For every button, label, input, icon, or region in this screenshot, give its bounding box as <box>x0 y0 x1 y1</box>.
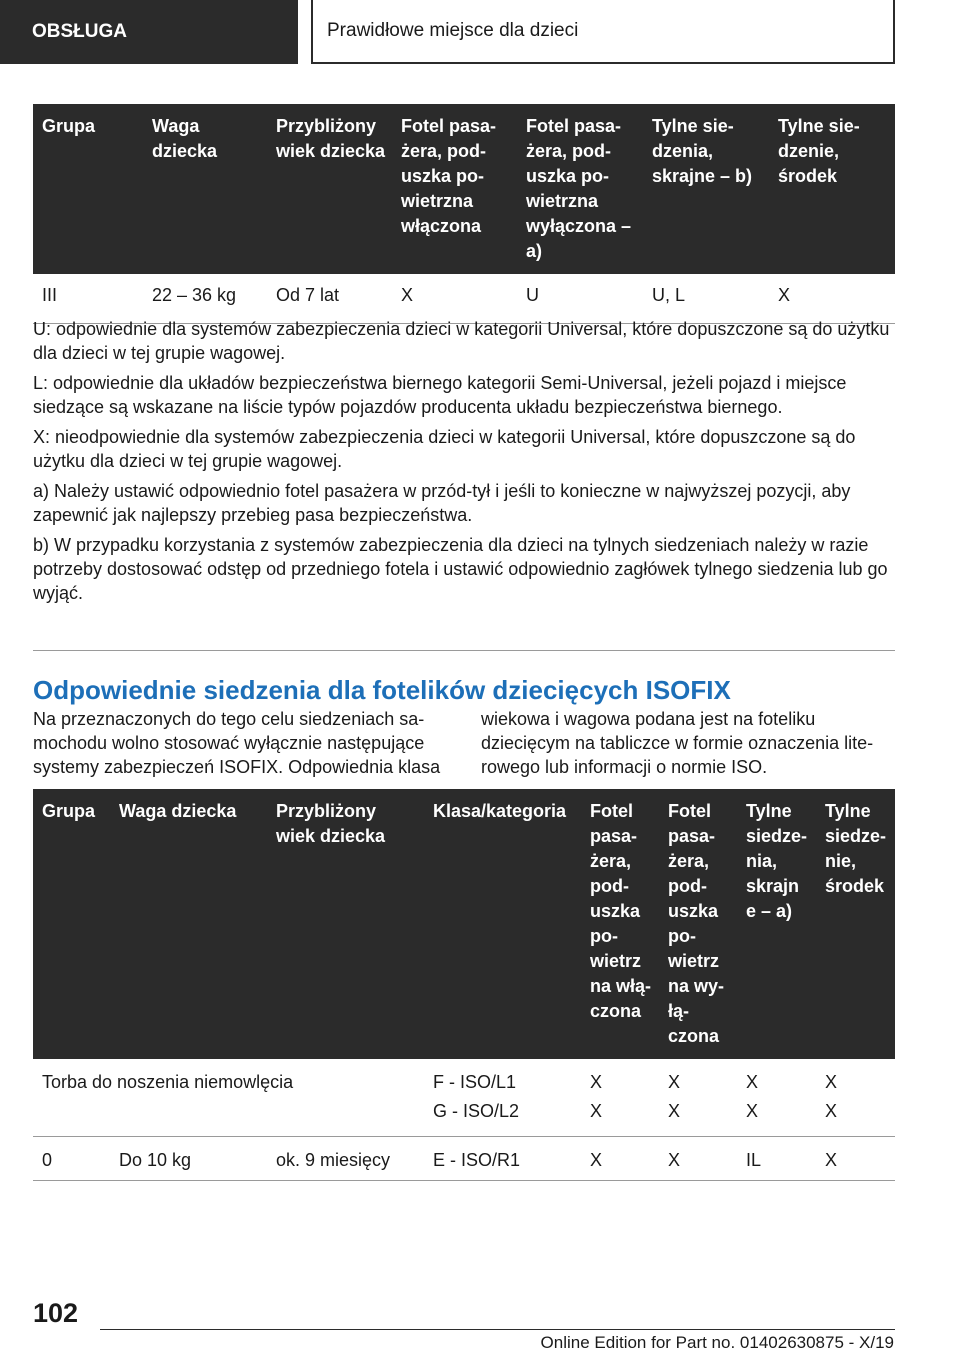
cell-age: Od 7 lat <box>267 274 392 324</box>
col-header-rear-outer: Tylne siedzenia, skrajn e – a) <box>737 789 816 1059</box>
footer-divider <box>100 1329 895 1330</box>
table-legend-notes <box>33 317 895 611</box>
col-header-rear-middle: Tylne siedzenie, środek <box>816 789 895 1059</box>
note-semi-universal: L: odpowiednie dla układów bezpieczeństwa biernego kategorii Semi-Universal, jeżeli pojazd i miejsce siedzące są wskazane na liście typów pojazdów producenta układu bezpieczeństwa biernego. <box>33 373 847 417</box>
cell-front-airbag-off: U <box>517 274 643 324</box>
child-seat-table <box>33 104 895 324</box>
cell-value: X <box>668 1101 681 1121</box>
col-header-class: Klasa/kategoria <box>424 789 581 1059</box>
cell-rear-middle: X <box>769 274 895 324</box>
cell-value: X <box>825 1101 838 1121</box>
col-header-front-airbag-on: Fotel pasażera, poduszka powietrz na włączona <box>581 789 659 1059</box>
cell-rear-outer: IL <box>737 1137 816 1181</box>
cell-front-airbag-on <box>581 1059 659 1137</box>
col-header-rear-outer: Tylne siedzenia, skrajne – b) <box>643 104 769 274</box>
cell-value: X <box>590 1072 603 1092</box>
section-intro: Na przeznaczonych do tego celu siedzeniach samochodu wolno stosować wyłącznie następujące systemy zabezpieczeń ISOFIX. Odpowiednia klasa wiekowa i wagowa podana jest na foteliku dziecięcym na tabliczce w formie oznaczenia literowego lub informacji o normie ISO. <box>33 709 874 777</box>
col-header-front-airbag-on: Fotel pasażera, poduszka powietrzna włączona <box>392 104 517 274</box>
section-title: Odpowiednie siedzenia dla fotelików dziecięcych ISOFIX <box>33 675 731 705</box>
cell-weight: 22 – 36 kg <box>143 274 267 324</box>
cell-group: III <box>33 274 143 324</box>
cell-group: 0 <box>33 1137 110 1181</box>
page-header-title <box>311 0 895 64</box>
col-header-group: Grupa <box>33 789 110 1059</box>
note-a: a) Należy ustawić odpowiednio fotel pasażera w przód-tył i jeśli to konieczne w najwyższej pozycji, aby zapewnić jak najlepszy przebieg pasa bezpieczeństwa. <box>33 481 851 525</box>
col-header-weight: Waga dziecka <box>143 104 267 274</box>
cell-value: X <box>746 1101 759 1121</box>
table-row <box>33 1059 895 1137</box>
cell-front-airbag-on: X <box>392 274 517 324</box>
cell-carrycot-label: Torba do noszenia niemowlęcia <box>33 1059 424 1137</box>
cell-rear-middle: X <box>816 1137 895 1181</box>
cell-value: X <box>590 1101 603 1121</box>
note-b: b) W przypadku korzystania z systemów zabezpieczenia dla dzieci na tylnych siedzeniach należy w razie potrzeby dostosować odstęp od przedniego fotela i ustawić odpowiednio zagłówek tylnego siedzenia lub go wyjąć. <box>33 535 888 603</box>
cell-class <box>424 1059 581 1137</box>
cell-class-line: G - ISO/L2 <box>433 1101 520 1121</box>
col-header-age: Przybliżony wiek dziecka <box>267 104 392 274</box>
note-not-suitable: X: nieodpowiednie dla systemów zabezpieczenia dzieci w kategorii Universal, które dopuszczone są do użytku dla dzieci w tej grupie wagowej. <box>33 427 856 471</box>
page-header-title-text: Prawidłowe miejsce dla dzieci <box>327 20 579 41</box>
isofix-table <box>33 789 895 1181</box>
col-header-front-airbag-off: Fotel pasażera, poduszka powietrzna wyłączona – a) <box>517 104 643 274</box>
cell-value: X <box>746 1072 759 1092</box>
cell-class-line: F - ISO/L1 <box>433 1072 517 1092</box>
cell-front-airbag-off: X <box>659 1137 737 1181</box>
cell-rear-outer <box>737 1059 816 1137</box>
table-row <box>33 1137 895 1181</box>
cell-weight: Do 10 kg <box>110 1137 267 1181</box>
section-label: OBSŁUGA <box>0 0 298 64</box>
cell-value: X <box>668 1072 681 1092</box>
col-header-age: Przybliżony wiek dziecka <box>267 789 424 1059</box>
table-header-row <box>33 789 895 1059</box>
cell-rear-outer: U, L <box>643 274 769 324</box>
cell-class: E - ISO/R1 <box>424 1137 581 1181</box>
cell-front-airbag-on: X <box>581 1137 659 1181</box>
col-header-group: Grupa <box>33 104 143 274</box>
col-header-rear-middle: Tylne siedzenie, środek <box>769 104 895 274</box>
note-universal: U: odpowiednie dla systemów zabezpieczenia dzieci w kategorii Universal, które dopuszczone są do użytku dla dzieci w tej grupie wagowej. <box>33 319 890 363</box>
col-header-weight: Waga dziecka <box>110 789 267 1059</box>
col-header-front-airbag-off: Fotel pasażera, poduszka powietrz na wyłączona <box>659 789 737 1059</box>
cell-rear-middle <box>816 1059 895 1137</box>
table-header-row <box>33 104 895 274</box>
page-number: 102 <box>33 1298 79 1328</box>
divider <box>33 650 895 651</box>
cell-age: ok. 9 miesięcy <box>267 1137 424 1181</box>
cell-front-airbag-off <box>659 1059 737 1137</box>
footer-edition: Online Edition for Part no. 01402630875 - X/19 <box>540 1333 894 1352</box>
cell-value: X <box>825 1072 838 1092</box>
